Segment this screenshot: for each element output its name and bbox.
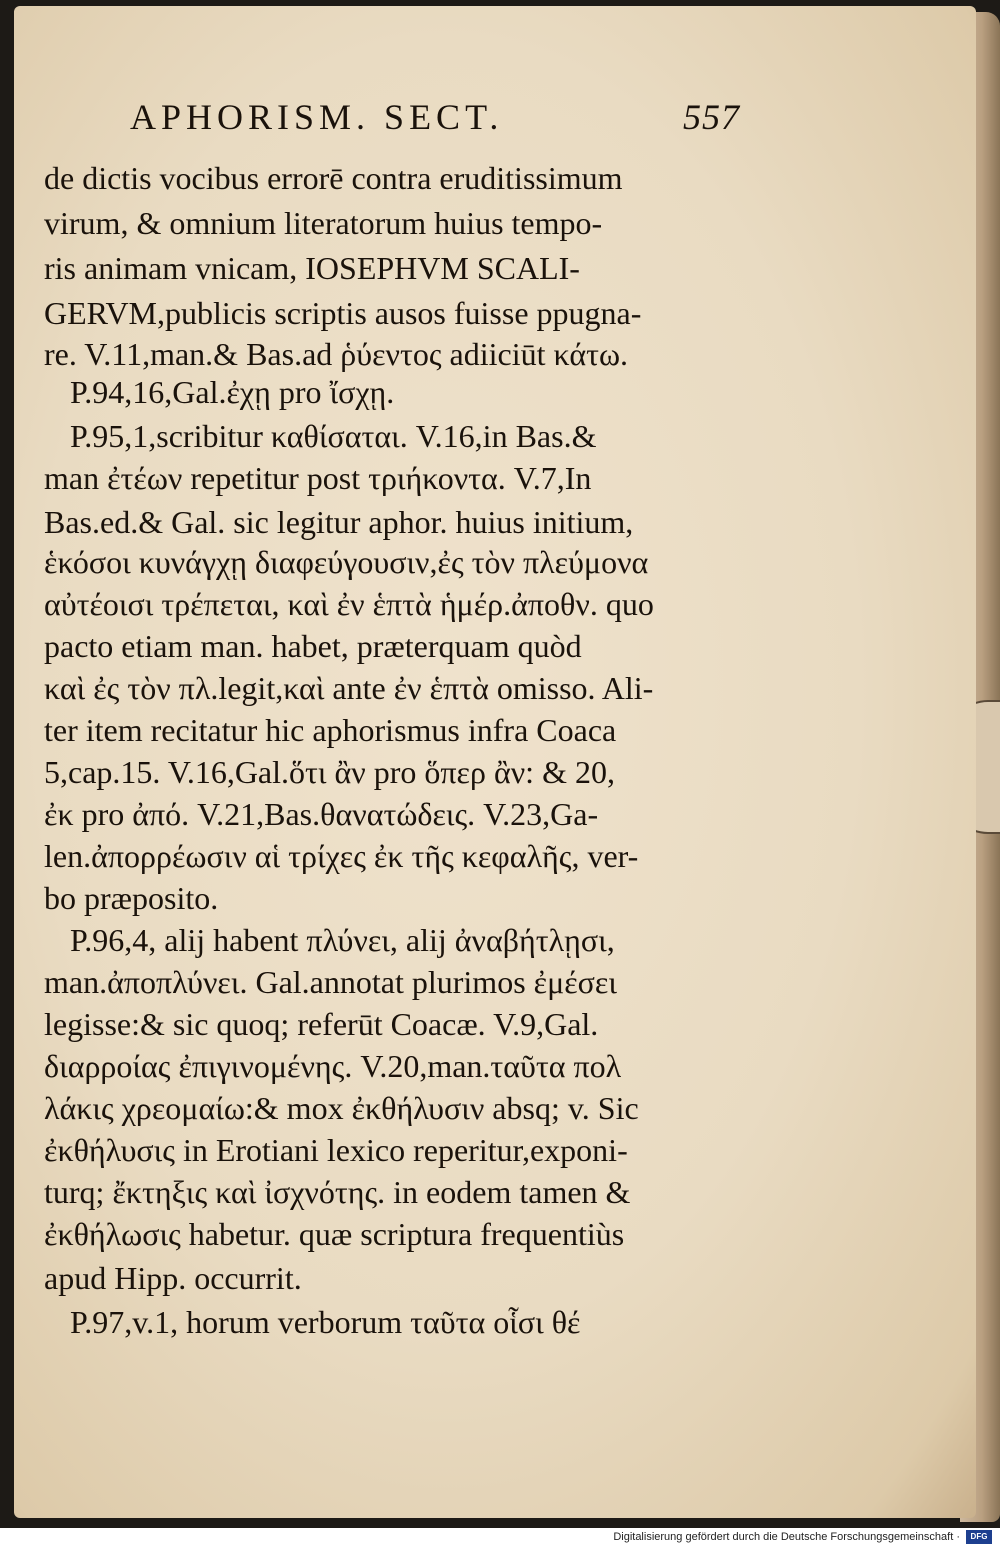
text-line: P.94,16,Gal.ἐχῃ pro ἴσχῃ. [70,374,395,410]
text-line: apud Hipp. occurrit. [44,1260,302,1296]
text-line: ἐκ pro ἀπό. V.21,Bas.θανατώδεις. V.23,Ga- [44,796,599,832]
text-line: 5,cap.15. V.16,Gal.ὅτι ἂν pro ὅπερ ἂν: & 20, [44,754,615,790]
text-line: Bas.ed.& Gal. sic legitur aphor. huius initium, [44,504,634,540]
book-page [14,6,976,1518]
text-line: virum, & omnium literatorum huius tempo- [44,205,603,241]
text-line: ris animam vnicam, IOSEPHVM SCALI- [44,250,580,286]
text-line: αὐτέοισι τρέπεται, καὶ ἐν ἑπτὰ ἡμέρ.ἀποθν. quo [44,586,654,622]
text-line: καὶ ἐς τὸν πλ.legit,καὶ ante ἐν ἑπτὰ omisso. Ali- [44,670,654,706]
text-line: P.96,4, alij habent πλύνει, alij ἀναβήτλῃσι, [70,922,615,958]
running-title: APHORISM. SECT. [130,97,504,137]
text-line: λάκις χρεομαίω:& mox ἐκθήλυσιν absq; v. Sic [44,1090,639,1126]
text-line: διαρροίας ἐπιγινομένης. V.20,man.ταῦτα πολ [44,1048,622,1084]
text-line: ἑκόσοι κυνάγχῃ διαφεύγουσιν,ἐς τὸν πλεύμονα [44,544,649,580]
funding-credit: Digitalisierung gefördert durch die Deutsche Forschungsgemeinschaft · [613,1531,960,1543]
text-line: man ἐτέων repetitur post τριήκοντα. V.7,In [44,460,592,496]
text-line: P.95,1,scribitur καθίσαται. V.16,in Bas.& [70,418,597,454]
text-line: bo præposito. [44,880,219,916]
running-header [130,96,740,138]
text-line: pacto etiam man. habet, præterquam quòd [44,628,582,664]
text-line: legisse:& sic quoq; referūt Coacæ. V.9,Gal. [44,1006,599,1042]
text-line: de dictis vocibus errorē contra eruditissimum [44,160,623,196]
text-line: ἐκθήλυσις in Erotiani lexico reperitur,exponi- [44,1132,628,1168]
text-line: turq; ἔκτηξις καὶ ἰσχνότης. in eodem tamen & [44,1174,631,1210]
text-line: man.ἀποπλύνει. Gal.annotat plurimos ἐμέσει [44,964,617,1000]
text-line: re. V.11,man.& Bas.ad ῥύεντος adiiciūt κάτω. [44,336,629,372]
digitization-footer [0,1528,1000,1548]
text-line: P.97,v.1, horum verborum ταῦτα οἷσι θέ [70,1304,581,1340]
text-line: GERVM,publicis scriptis ausos fuisse ppugna- [44,295,642,331]
text-line: ἐκθήλωσις habetur. quæ scriptura frequentiùs [44,1216,625,1252]
text-line: len.ἀπορρέωσιν αἱ τρίχες ἐκ τῆς κεφαλῆς, ver- [44,838,639,874]
text-line: ter item recitatur hic aphorismus infra Coaca [44,712,617,748]
page-number: 557 [683,97,740,137]
dfg-logo: DFG [966,1530,992,1544]
